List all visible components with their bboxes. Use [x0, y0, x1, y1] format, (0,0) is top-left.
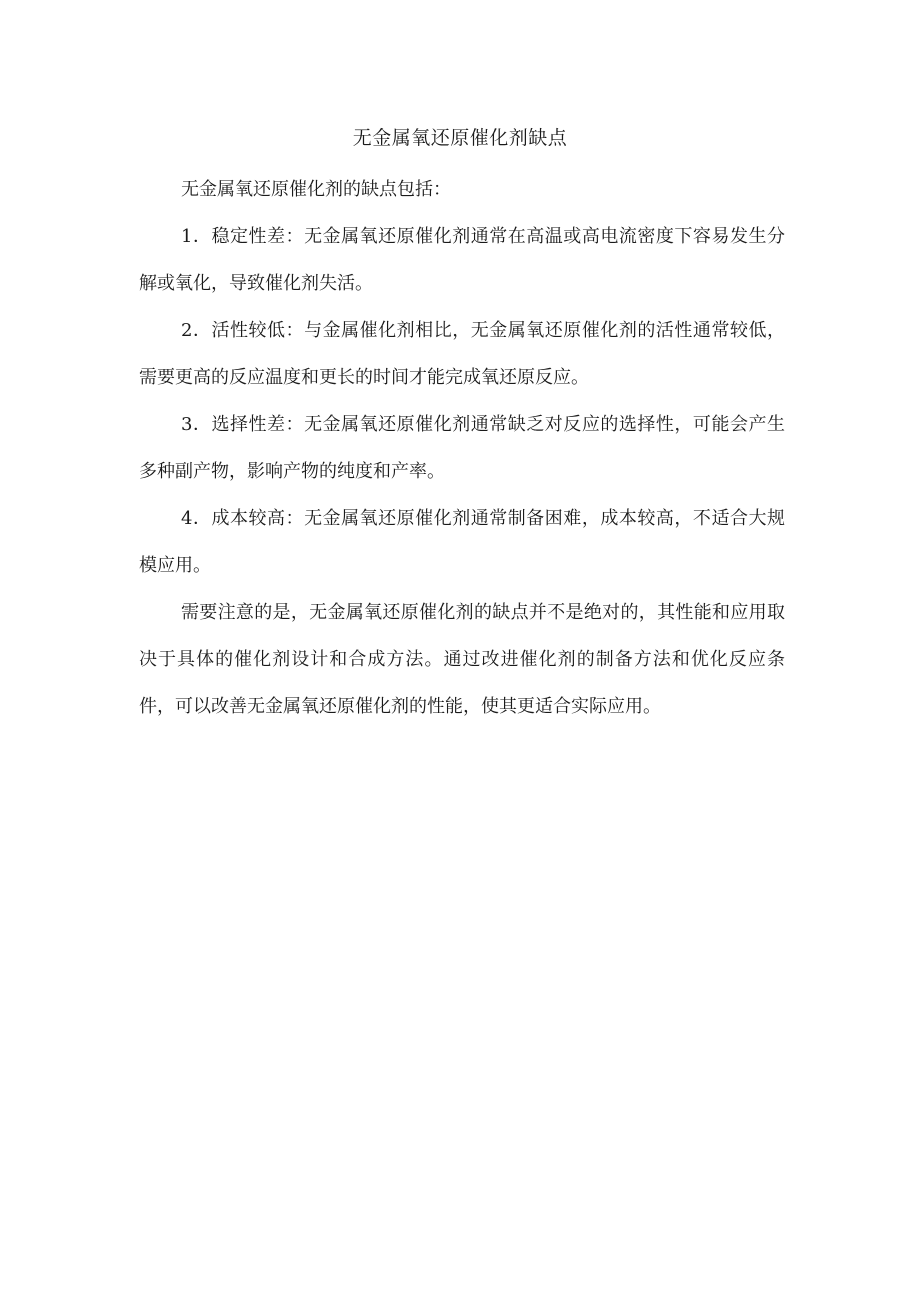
point-paragraph-1: 1．稳定性差：无金属氧还原催化剂通常在高温或高电流密度下容易发生分解或氧化，导致催化剂失活。 [139, 226, 785, 294]
point-paragraph-2: 2．活性较低：与金属催化剂相比，无金属氧还原催化剂的活性通常较低，需要更高的反应温度和更长的时间才能完成氧还原反应。 [139, 320, 785, 388]
conclusion-paragraph: 需要注意的是，无金属氧还原催化剂的缺点并不是绝对的，其性能和应用取决于具体的催化剂设计和合成方法。通过改进催化剂的制备方法和优化反应条件，可以改善无金属氧还原催化剂的性能，使其更适合实际应用。 [139, 602, 785, 717]
document-body [139, 166, 785, 730]
intro-paragraph: 无金属氧还原催化剂的缺点包括： [181, 179, 451, 200]
point-paragraph-3: 3．选择性差：无金属氧还原催化剂通常缺乏对反应的选择性，可能会产生多种副产物，影响产物的纯度和产率。 [139, 414, 785, 482]
point-paragraph-4: 4．成本较高：无金属氧还原催化剂通常制备困难，成本较高，不适合大规模应用。 [139, 508, 785, 576]
document-title: 无金属氧还原催化剂缺点 [352, 127, 568, 149]
